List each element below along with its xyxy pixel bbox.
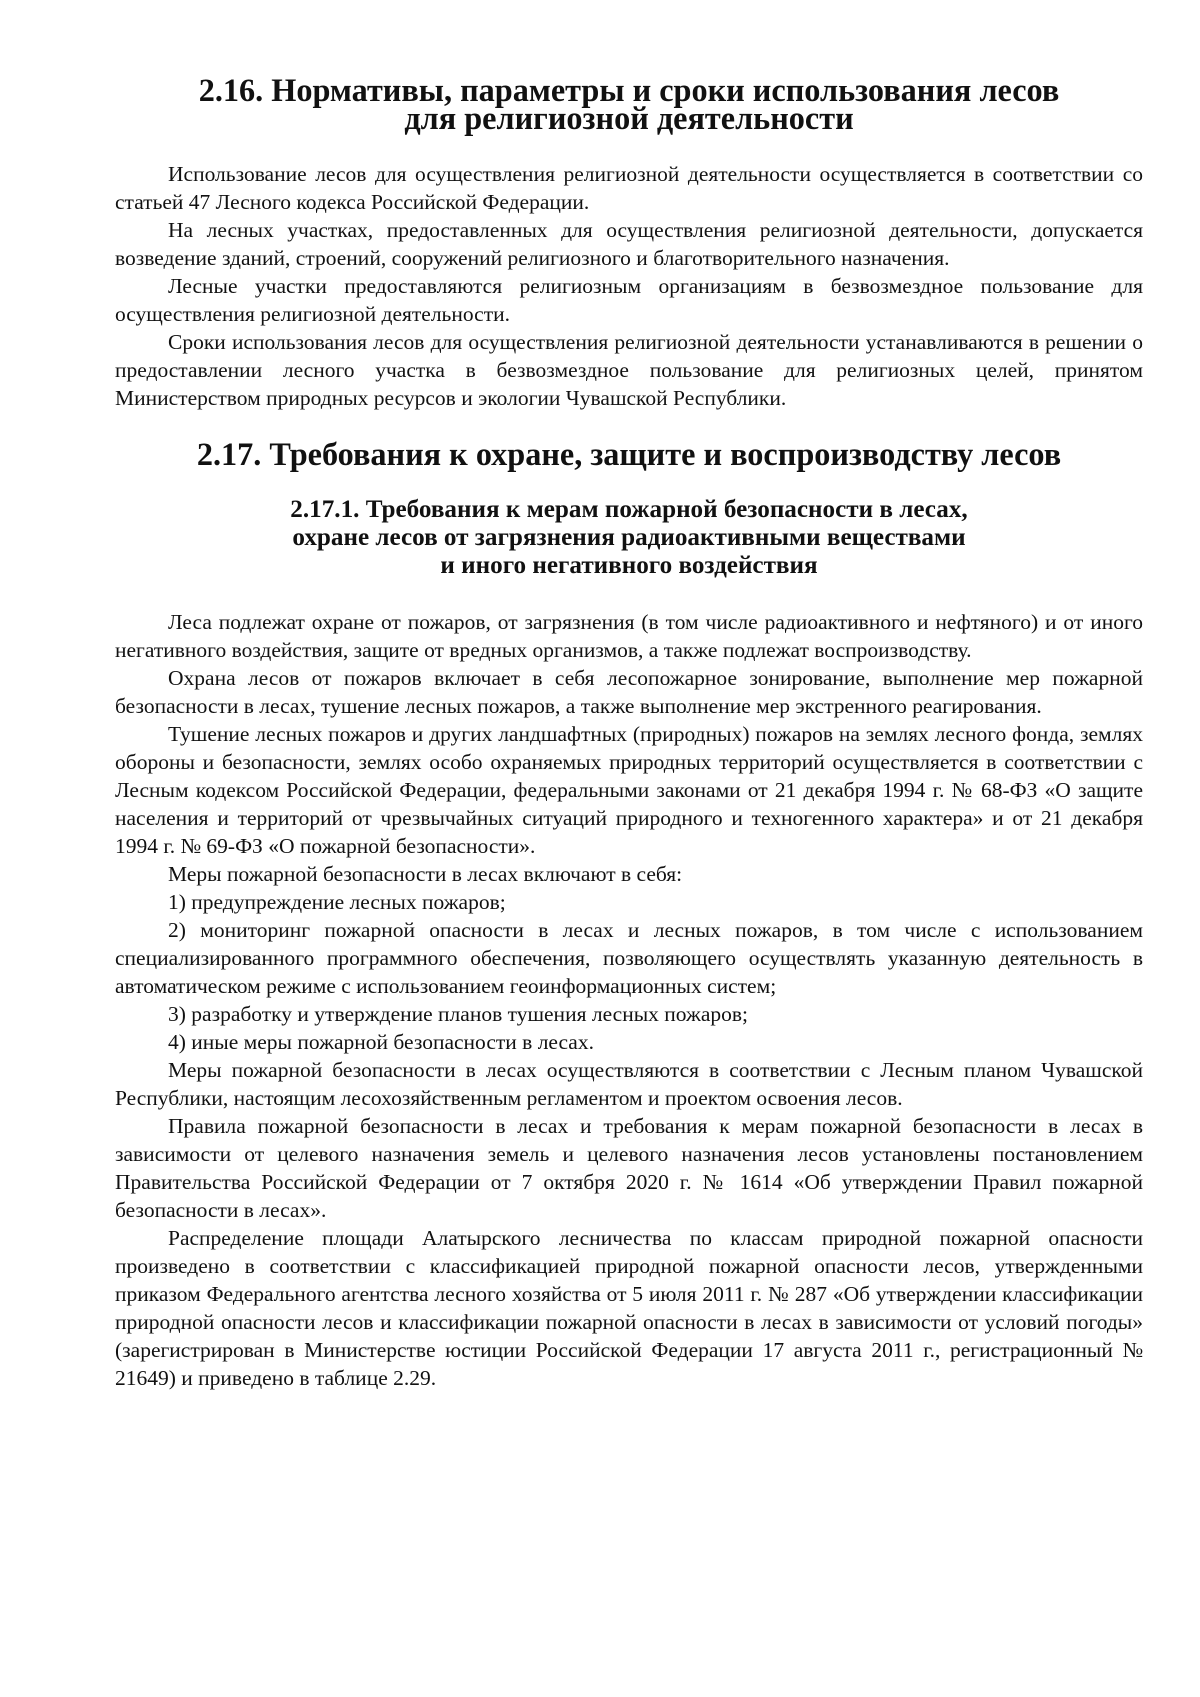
heading-line: 2.16. Нормативы, параметры и сроки использования лесов [198,72,1060,108]
section-2-16-body [115,160,1143,412]
list-item: 2) мониторинг пожарной опасности в лесах и лесных пожаров, в том числе с использованием специализированного программного обеспечения, позволяющего осуществлять указанную деятельность в автоматическом режиме с использованием геоинформационных систем; [115,918,1143,998]
paragraph: Правила пожарной безопасности в лесах и требования к мерам пожарной безопасности в лесах в зависимости от целевого назначения земель и целевого назначения лесов установлены постановлением Правительства Российской Федерации от 7 октября 2020 г. № 1614 «Об утверждении Правил пожарной безопасности в лесах». [115,1114,1143,1222]
list-item: 4) иные меры пожарной безопасности в лесах. [168,1030,594,1054]
heading-line: 2.17.1. Требования к мерам пожарной безопасности в лесах, [290,496,968,523]
heading-line: охране лесов от загрязнения радиоактивными веществами [292,524,966,551]
paragraph: Меры пожарной безопасности в лесах осуществляются в соответствии с Лесным планом Чувашской Республики, настоящим лесохозяйственным регламентом и проектом освоения лесов. [115,1058,1143,1110]
paragraph: На лесных участках, предоставленных для осуществления религиозной деятельности, допускается возведение зданий, строений, сооружений религиозного и благотворительного назначения. [115,218,1143,270]
heading-line: для религиозной деятельности [404,100,854,136]
section-heading-2-16 [115,72,1143,136]
document-page [115,72,1143,1392]
section-heading-2-17 [115,436,1143,472]
paragraph: Использование лесов для осуществления религиозной деятельности осуществляется в соответствии со статьей 47 Лесного кодекса Российской Федерации. [115,162,1143,214]
list-item: 1) предупреждение лесных пожаров; [168,890,506,914]
paragraph: Лесные участки предоставляются религиозным организациям в безвозмездное пользование для осуществления религиозной деятельности. [115,274,1143,326]
section-2-17-1-body [115,608,1143,1392]
paragraph: Охрана лесов от пожаров включает в себя лесопожарное зонирование, выполнение мер пожарной безопасности в лесах, тушение лесных пожаров, а также выполнение мер экстренного реагирования. [115,666,1143,718]
paragraph: Тушение лесных пожаров и других ландшафтных (природных) пожаров на землях лесного фонда, землях обороны и безопасности, землях особо охраняемых природных территорий осуществляется в соответствии с Лесным кодексом Российской Федерации, федеральными законами от 21 декабря 1994 г. № 68-ФЗ «О защите населения и территорий от чрезвычайных ситуаций природного и техногенного характера» и от 21 декабря 1994 г. № 69-ФЗ «О пожарной безопасности». [115,722,1143,858]
heading-line: и иного негативного воздействия [440,552,818,579]
section-heading-2-17-1 [115,496,1143,580]
heading-line: 2.17. Требования к охране, защите и воспроизводству лесов [196,436,1062,472]
paragraph: Меры пожарной безопасности в лесах включают в себя: [168,862,683,886]
paragraph: Распределение площади Алатырского лесничества по классам природной пожарной опасности произведено в соответствии с классификацией природной пожарной опасности лесов, утвержденными приказом Федерального агентства лесного хозяйства от 5 июля 2011 г. № 287 «Об утверждении классификации природной опасности лесов и классификации пожарной опасности в лесах в зависимости от условий погоды» (зарегистрирован в Министерстве юстиции Российской Федерации 17 августа 2011 г., регистрационный № 21649) и приведено в таблице 2.29. [115,1226,1143,1390]
paragraph: Сроки использования лесов для осуществления религиозной деятельности устанавливаются в решении о предоставлении лесного участка в безвозмездное пользование для религиозных целей, принятом Министерством природных ресурсов и экологии Чувашской Республики. [115,330,1143,410]
paragraph: Леса подлежат охране от пожаров, от загрязнения (в том числе радиоактивного и нефтяного) и от иного негативного воздействия, защите от вредных организмов, а также подлежат воспроизводству. [115,610,1143,662]
list-item: 3) разработку и утверждение планов тушения лесных пожаров; [168,1002,749,1026]
